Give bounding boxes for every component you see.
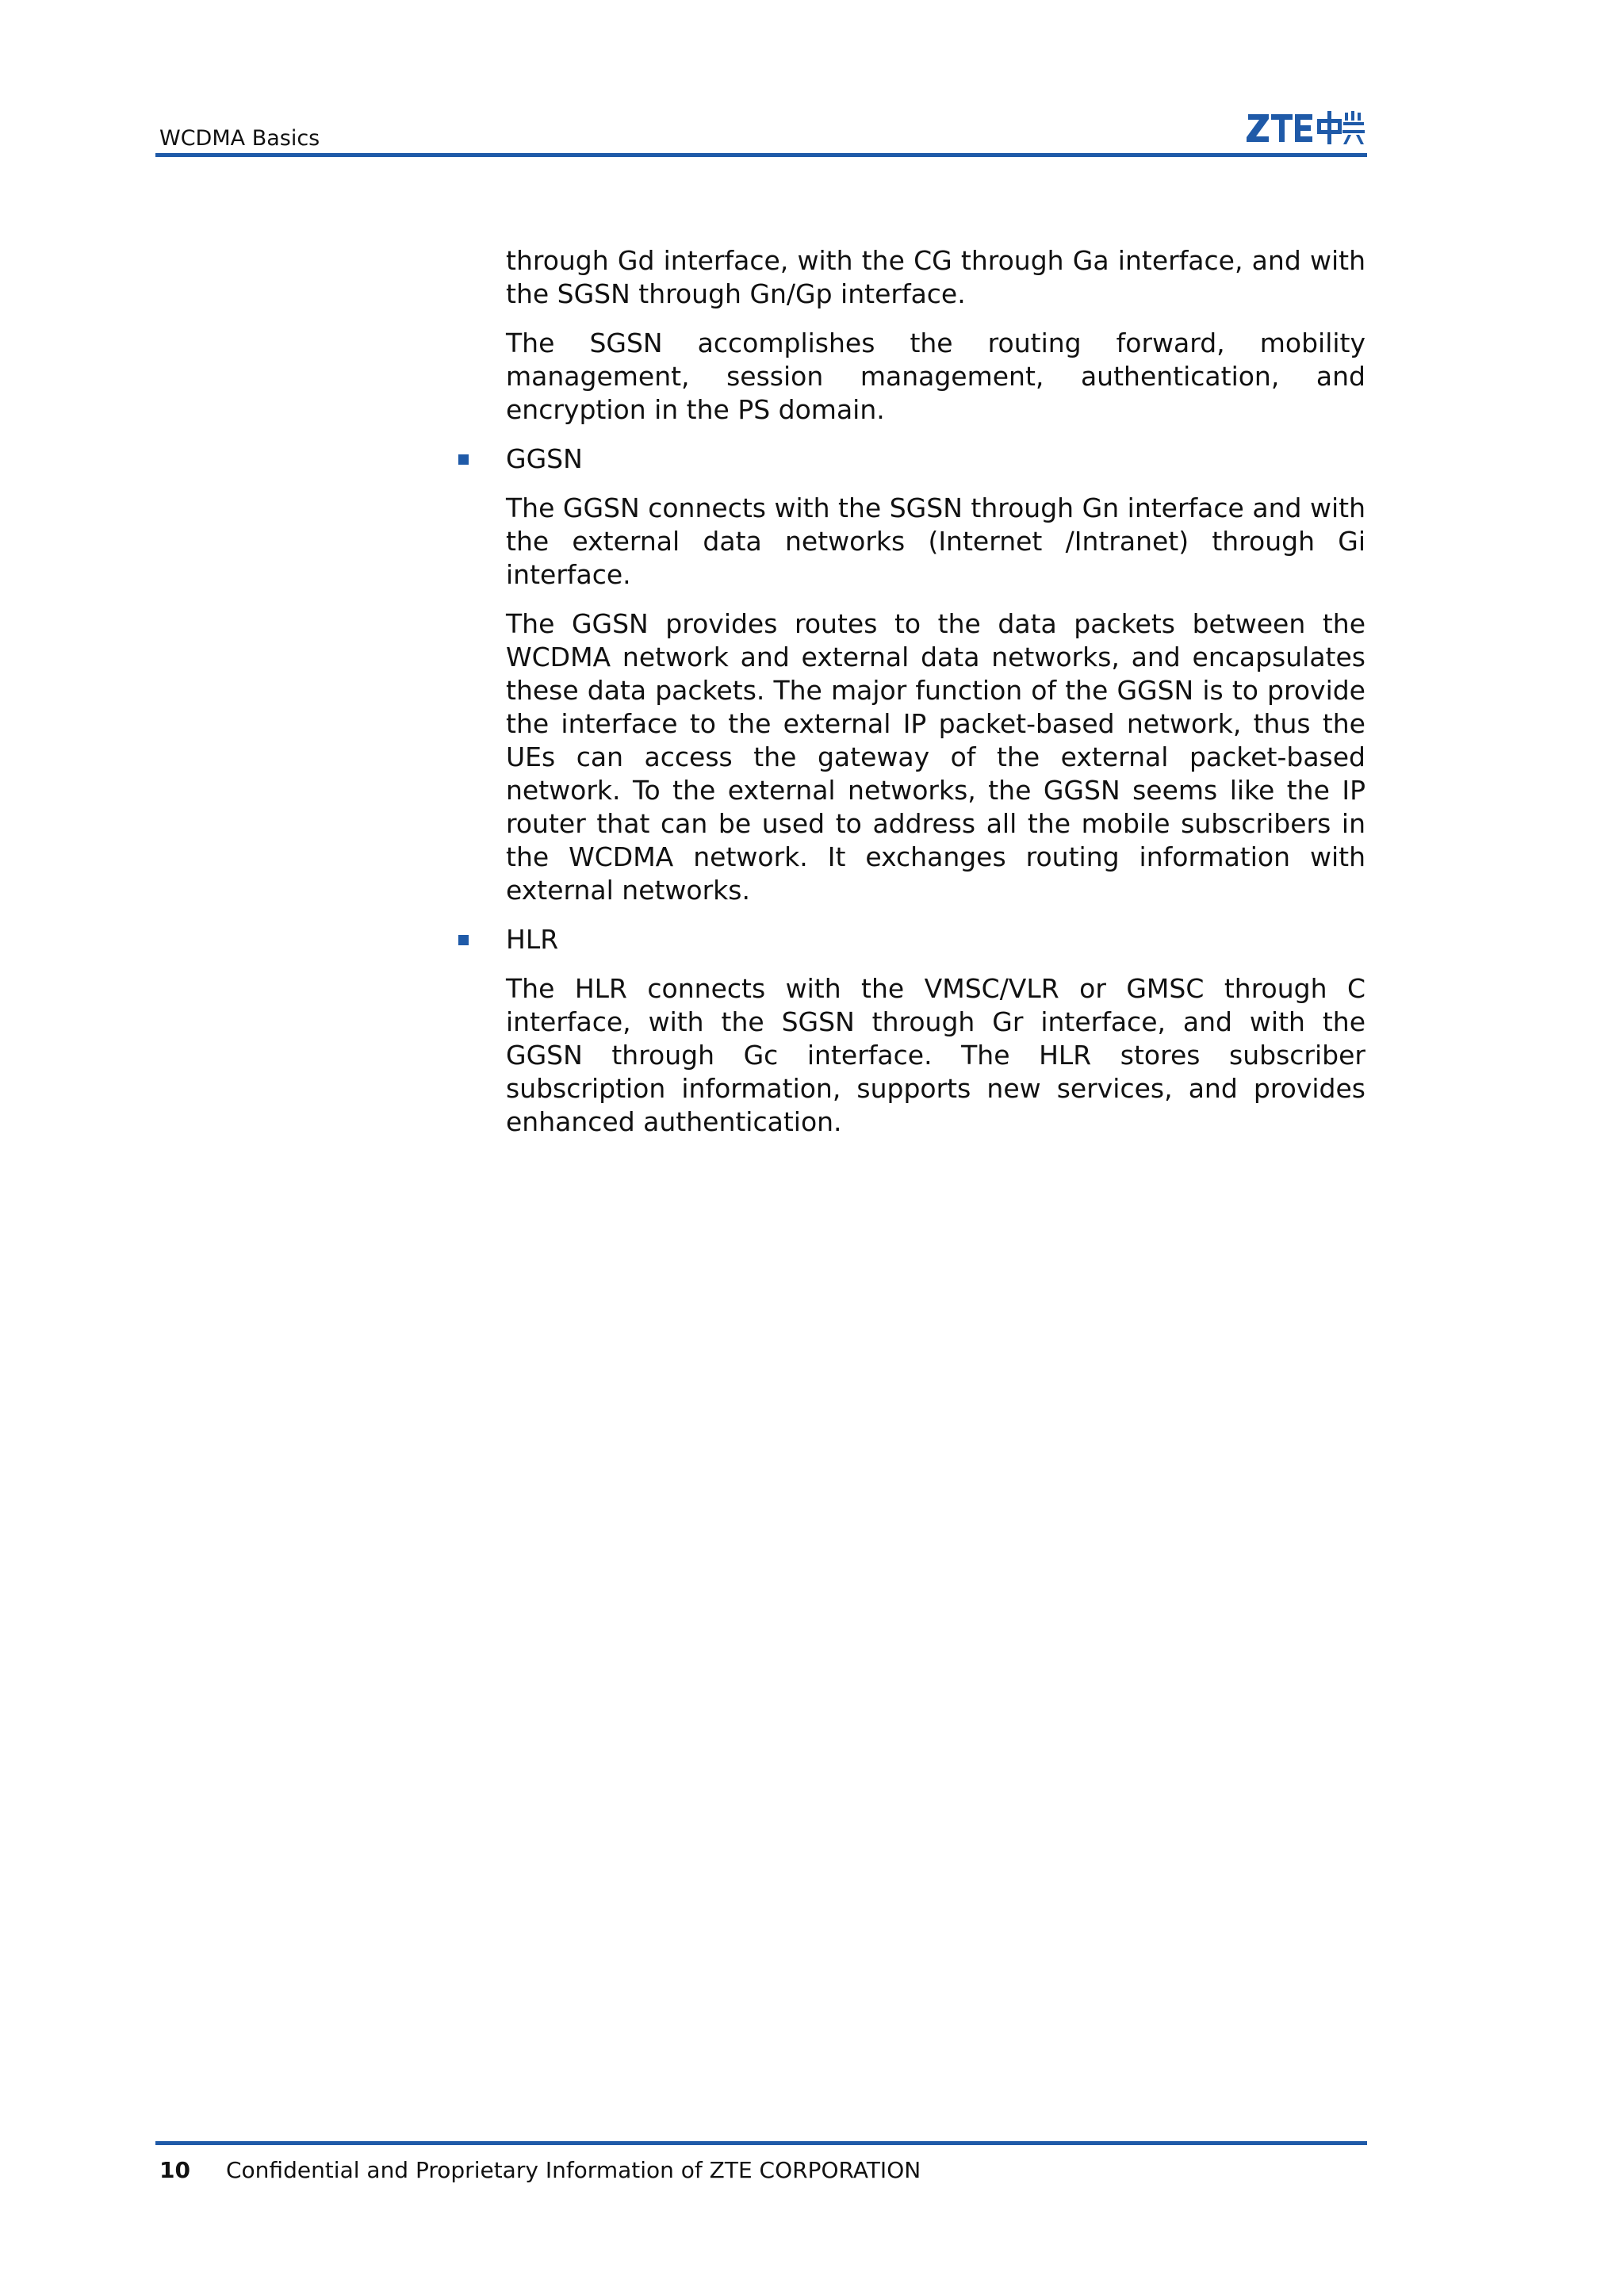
bullet-label: GGSN [506,443,583,474]
header-title: WCDMA Basics [159,126,320,151]
footer-divider [155,2141,1367,2145]
bullet-label: HLR [506,924,559,955]
header-divider [155,153,1367,157]
bullet-item-ggsn [506,443,1365,476]
square-bullet-icon [458,454,469,465]
body-paragraph: The GGSN provides routes to the data packets between the WCDMA network and external data networks, and encapsulates these data packets. The major function of the GGSN is to provide the interface to the external IP packet-based network, thus the UEs can access the gateway of the external packet-based network. To the external networks, the GGSN seems like the IP router that can be used to address all the mobile subscribers in the WCDMA network. It exchanges routing information with external networks. [506,608,1365,906]
body-paragraph: The SGSN accomplishes the routing forward, mobility management, session management, authentication, and encryption in the PS domain. [506,328,1365,425]
zte-logo [1247,108,1365,148]
page-body [506,244,1365,1155]
body-paragraph: The HLR connects with the VMSC/VLR or GMSC through C interface, with the SGSN through Gr interface, and with the GGSN through Gc interface. The HLR stores subscriber subscription information, supports new services, and provides enhanced authentication. [506,973,1365,1137]
page-footer [159,2156,921,2185]
footer-text: Confidential and Proprietary Information of ZTE CORPORATION [226,2157,921,2183]
square-bullet-icon [458,935,469,945]
body-paragraph: The GGSN connects with the SGSN through Gn interface and with the external data networks (Internet /Intranet) through Gi interface. [506,492,1365,590]
page-number: 10 [159,2157,190,2183]
bullet-item-hlr [506,923,1365,956]
body-paragraph: through Gd interface, with the CG through Ga interface, and with the SGSN through Gn/Gp interface. [506,245,1365,309]
